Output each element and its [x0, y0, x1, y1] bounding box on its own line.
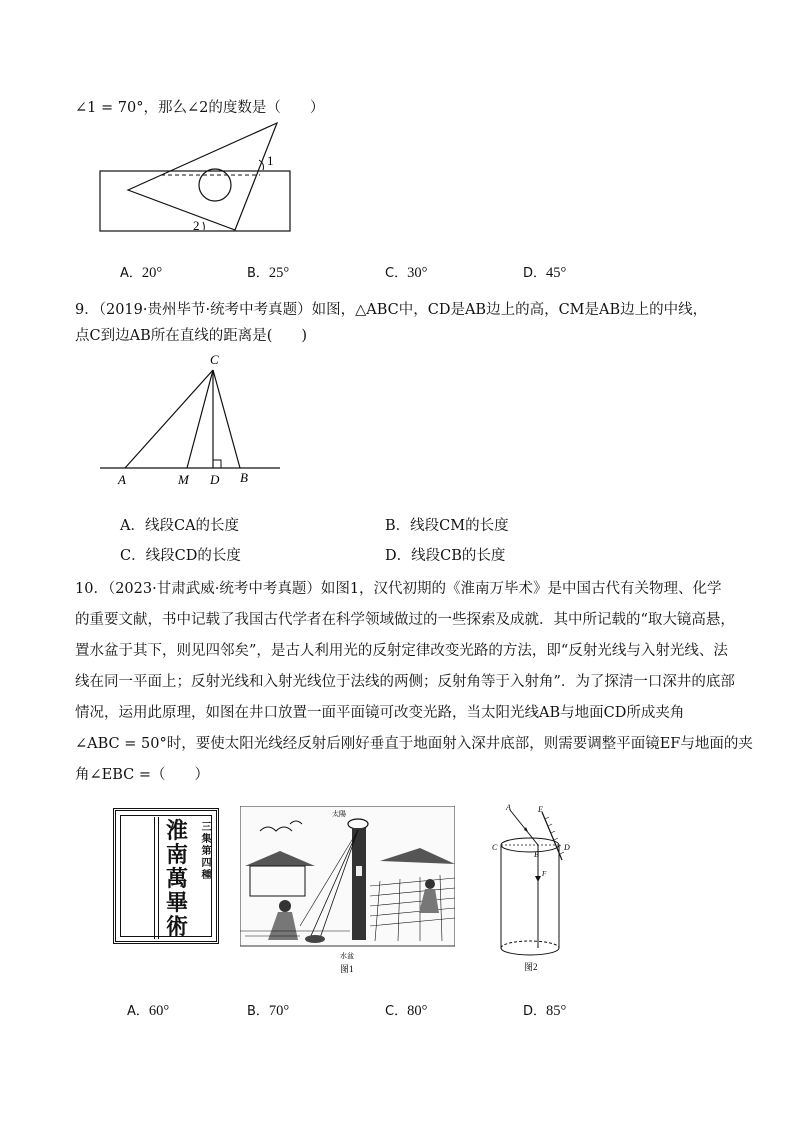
right-angle-mark: [213, 460, 221, 468]
q10-line-7: 角∠EBC =（ ）: [75, 767, 210, 783]
q9-option-b[interactable]: B．线段CM的长度: [385, 518, 509, 534]
q10-line-2: 的重要文献，书中记载了我国古代学者在科学领域做过的一些探索及成就．其中所记载的“取大镜高悬，: [75, 612, 735, 628]
segment-cb: [213, 370, 240, 468]
water-basin: [305, 935, 325, 943]
q8-option-a[interactable]: A．20°: [120, 265, 163, 281]
point-m-label: M: [178, 472, 189, 487]
set-square-hole: [199, 169, 231, 201]
q9-option-a[interactable]: A．线段CA的长度: [120, 518, 240, 534]
well-point-a: A: [506, 803, 511, 812]
q10-stem: [75, 574, 753, 791]
person-right: [425, 879, 435, 889]
incident-ray: [510, 810, 538, 845]
person-left: [279, 900, 291, 912]
well-point-e: E: [538, 805, 543, 814]
mirror-ef: [542, 812, 562, 860]
q10-option-a[interactable]: A．60°: [127, 1003, 170, 1019]
set-square-triangle: [128, 123, 277, 230]
point-b-label: B: [240, 470, 248, 485]
q10-line-1: 10．（2023·甘肃武威·统考中考真题）如图1，汉代初期的《淮南万毕术》是中国古代有关物理、化学: [75, 581, 722, 597]
well-point-d: D: [564, 843, 570, 852]
q10-line-4: 线在同一平面上；反射光线和入射光线位于法线的两侧；反射角等于入射角”．为了探清一口深井的底部: [75, 674, 735, 690]
point-d-label: D: [210, 472, 220, 487]
q10-line-3: 置水盆于其下，则见四邻矣”，是古人利用光的反射定律改变光路的方法，即“反射光线与入射光线、法: [75, 643, 728, 659]
point-c-label: C: [210, 352, 219, 367]
q10-line-5: 情况，运用此原理，如图在井口放置一面平面镜可改变光路，当太阳光线AB与地面CD所成夹角: [75, 705, 685, 721]
q10-line-6: ∠ABC = 50°时，要使太阳光线经反射后刚好垂直于地面射入深井底部，则需要调整平面镜EF与地面的夹: [75, 736, 753, 752]
q9-option-d[interactable]: D．线段CB的长度: [385, 548, 506, 564]
basin-label: 水盆: [340, 952, 354, 960]
angle-2-label: 2: [193, 218, 200, 233]
q9-stem-line2: 点C到边AB所在直线的距离是( ): [75, 328, 308, 344]
book-volume-label: 三集第四種: [199, 821, 210, 881]
angle-1-label: 1: [267, 153, 274, 168]
book-cover-image: [113, 808, 219, 944]
well-point-c: C: [492, 843, 498, 852]
book-title: 淮 南 萬 畢 術: [165, 818, 188, 940]
sun-label: 太陽: [332, 810, 346, 818]
well-diagram: [490, 800, 580, 978]
fig2-caption: 图2: [524, 962, 538, 972]
q9-option-c[interactable]: C．线段CD的长度: [120, 548, 241, 564]
q9-stem-line1: 9．（2019·贵州毕节·统考中考真题）如图，△ABC中，CD是AB边上的高，CM是AB边上的中线，: [75, 302, 708, 318]
q8-figure: [95, 118, 295, 238]
point-a-label: A: [118, 472, 126, 487]
q9-figure: [100, 350, 280, 490]
q8-option-d[interactable]: D．45°: [523, 265, 567, 281]
angle-2-arc: [203, 222, 204, 230]
ancient-scene-illustration: [240, 806, 455, 976]
well-point-f: F: [542, 870, 547, 878]
q8-stem-tail: ∠1 = 70°，那么∠2的度数是（ ）: [75, 100, 325, 116]
mirror-pole: [352, 828, 366, 940]
fig1-caption: 图1: [340, 964, 354, 974]
q8-option-c[interactable]: C．30°: [385, 265, 428, 281]
q10-option-b[interactable]: B．70°: [247, 1003, 290, 1019]
q10-option-c[interactable]: C．80°: [385, 1003, 428, 1019]
well-point-b: B: [534, 850, 539, 859]
q8-option-b[interactable]: B．25°: [247, 265, 290, 281]
q10-option-d[interactable]: D．85°: [523, 1003, 567, 1019]
